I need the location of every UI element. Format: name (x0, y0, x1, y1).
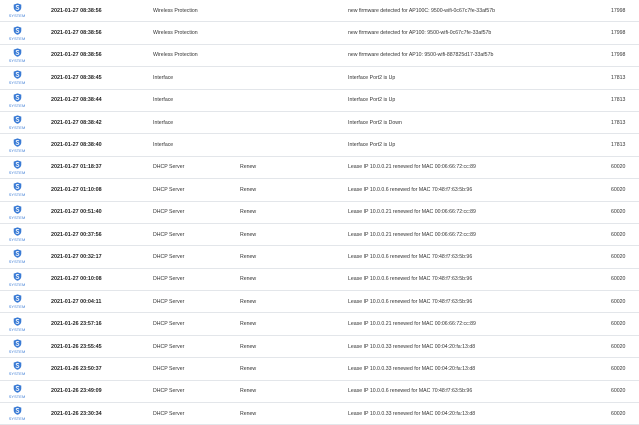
shield-icon (13, 339, 22, 348)
table-row[interactable] (0, 202, 639, 224)
event-time: 2021-01-26 23:57:16 (51, 321, 102, 328)
badge-label: SYSTEM (8, 304, 26, 310)
event-time: 2021-01-26 23:55:45 (51, 343, 102, 350)
table-row[interactable] (0, 22, 639, 44)
shield-icon (13, 249, 22, 258)
badge-label: SYSTEM (8, 349, 26, 355)
badge-label: SYSTEM (8, 57, 26, 63)
event-time: 2021-01-27 00:32:17 (51, 253, 102, 260)
event-action: Renew (240, 298, 257, 305)
badge-label: SYSTEM (8, 281, 26, 287)
event-message: Lease IP 10.0.0.33 renewed for MAC 00:04:20:fa:13:d8 (348, 410, 476, 417)
event-id: 60020 (611, 231, 626, 238)
event-category: Interface (153, 119, 174, 126)
badge-label: SYSTEM (8, 13, 26, 19)
event-action: Renew (240, 164, 257, 171)
system-badge (8, 246, 26, 267)
event-category: DHCP Server (153, 186, 185, 193)
system-badge (8, 45, 26, 66)
table-row[interactable] (0, 0, 639, 22)
event-time: 2021-01-27 00:10:08 (51, 276, 102, 283)
event-time: 2021-01-27 01:10:08 (51, 186, 102, 193)
event-id: 60020 (611, 276, 626, 283)
shield-icon (13, 48, 22, 57)
badge-label: SYSTEM (8, 416, 26, 422)
event-action: Renew (240, 253, 257, 260)
event-id: 60020 (611, 343, 626, 350)
event-message: Lease IP 10.0.0.21 renewed for MAC 00:06:66:72:cc:89 (348, 209, 476, 216)
system-badge (8, 381, 26, 402)
badge-label: SYSTEM (8, 214, 26, 220)
event-time: 2021-01-26 23:30:34 (51, 410, 102, 417)
event-category: DHCP Server (153, 231, 185, 238)
table-row[interactable] (0, 45, 639, 67)
event-id: 60020 (611, 298, 626, 305)
event-time: 2021-01-26 23:50:37 (51, 365, 102, 372)
shield-icon (13, 93, 22, 102)
system-badge (8, 291, 26, 312)
event-category: DHCP Server (153, 298, 185, 305)
shield-icon (13, 294, 22, 303)
system-badge (8, 134, 26, 155)
event-category: DHCP Server (153, 388, 185, 395)
shield-icon (13, 182, 22, 191)
shield-icon (13, 70, 22, 79)
event-message: new firmware detected for AP10: 9500-wifi-887825d17-33af57b (348, 52, 494, 59)
badge-label: SYSTEM (8, 259, 26, 265)
system-badge (8, 67, 26, 88)
event-time: 2021-01-27 00:04:11 (51, 298, 102, 305)
event-action: Renew (240, 388, 257, 395)
badge-label: SYSTEM (8, 169, 26, 175)
event-category: Wireless Protection (153, 52, 198, 59)
event-category: Interface (153, 97, 174, 104)
event-category: DHCP Server (153, 321, 185, 328)
table-row[interactable] (0, 67, 639, 89)
event-message: Lease IP 10.0.0.6 renewed for MAC 70:48:f7:63:5b:96 (348, 276, 473, 283)
event-category: DHCP Server (153, 164, 185, 171)
event-id: 60020 (611, 186, 626, 193)
system-badge (8, 202, 26, 223)
table-row[interactable] (0, 403, 639, 425)
event-message: Lease IP 10.0.0.21 renewed for MAC 00:06:66:72:cc:89 (348, 321, 476, 328)
event-action: Renew (240, 276, 257, 283)
event-category: Interface (153, 74, 174, 81)
event-time: 2021-01-27 08:38:40 (51, 142, 102, 149)
event-time: 2021-01-27 08:38:56 (51, 30, 102, 37)
event-category: Wireless Protection (153, 7, 198, 14)
event-category: Interface (153, 142, 174, 149)
table-row[interactable] (0, 179, 639, 201)
table-row[interactable] (0, 224, 639, 246)
event-time: 2021-01-27 08:38:42 (51, 119, 102, 126)
shield-icon (13, 138, 22, 147)
system-badge (8, 336, 26, 357)
badge-label: SYSTEM (8, 147, 26, 153)
table-row[interactable] (0, 134, 639, 156)
shield-icon (13, 26, 22, 35)
event-message: Lease IP 10.0.0.6 renewed for MAC 70:48:f7:63:5b:96 (348, 388, 473, 395)
badge-label: SYSTEM (8, 102, 26, 108)
shield-icon (13, 227, 22, 236)
event-action: Renew (240, 365, 257, 372)
event-action: Renew (240, 321, 257, 328)
shield-icon (13, 160, 22, 169)
event-time: 2021-01-26 23:49:09 (51, 388, 102, 395)
event-category: DHCP Server (153, 365, 185, 372)
event-id: 17998 (611, 30, 626, 37)
event-time: 2021-01-27 08:38:56 (51, 7, 102, 14)
event-message: Interface Port2 is Up (348, 74, 396, 81)
shield-icon (13, 406, 22, 415)
event-id: 60020 (611, 164, 626, 171)
event-action: Renew (240, 231, 257, 238)
event-id: 60020 (611, 365, 626, 372)
badge-label: SYSTEM (8, 35, 26, 41)
shield-icon (13, 384, 22, 393)
table-row[interactable] (0, 358, 639, 380)
table-row[interactable] (0, 291, 639, 313)
event-time: 2021-01-27 00:37:56 (51, 231, 102, 238)
event-category: Wireless Protection (153, 30, 198, 37)
event-id: 60020 (611, 253, 626, 260)
event-id: 17813 (611, 74, 626, 81)
badge-label: SYSTEM (8, 393, 26, 399)
event-action: Renew (240, 209, 257, 216)
table-row[interactable] (0, 381, 639, 403)
event-time: 2021-01-27 01:18:37 (51, 164, 102, 171)
event-message: Lease IP 10.0.0.21 renewed for MAC 00:06:66:72:cc:89 (348, 231, 476, 238)
event-id: 60020 (611, 321, 626, 328)
event-id: 60020 (611, 410, 626, 417)
system-badge (8, 313, 26, 334)
badge-label: SYSTEM (8, 125, 26, 131)
table-row[interactable] (0, 336, 639, 358)
shield-icon (13, 317, 22, 326)
badge-label: SYSTEM (8, 80, 26, 86)
event-category: DHCP Server (153, 253, 185, 260)
event-message: Interface Port2 is Up (348, 97, 396, 104)
event-id: 17998 (611, 52, 626, 59)
event-message: Interface Port2 is Down (348, 119, 402, 126)
badge-label: SYSTEM (8, 237, 26, 243)
system-badge (8, 403, 26, 424)
event-message: new firmware detected for AP100: 9500-wifi-0c67c7fe-33af57b (348, 30, 492, 37)
event-message: new firmware detected for AP100C: 9500-wifi-0c67c7fe-33af57b (348, 7, 496, 14)
table-row[interactable] (0, 112, 639, 134)
system-badge (8, 269, 26, 290)
system-badge (8, 90, 26, 111)
event-message: Interface Port2 is Up (348, 142, 396, 149)
badge-label: SYSTEM (8, 371, 26, 377)
event-id: 60020 (611, 388, 626, 395)
system-badge (8, 358, 26, 379)
event-category: DHCP Server (153, 410, 185, 417)
system-badge (8, 224, 26, 245)
event-message: Lease IP 10.0.0.33 renewed for MAC 00:04:20:fa:13:d8 (348, 365, 476, 372)
badge-label: SYSTEM (8, 326, 26, 332)
event-category: DHCP Server (153, 276, 185, 283)
shield-icon (13, 115, 22, 124)
event-id: 17998 (611, 7, 626, 14)
event-category: DHCP Server (153, 209, 185, 216)
event-message: Lease IP 10.0.0.6 renewed for MAC 70:48:f7:63:5b:96 (348, 298, 473, 305)
table-row[interactable] (0, 269, 639, 291)
event-action: Renew (240, 343, 257, 350)
event-id: 60020 (611, 209, 626, 216)
system-badge (8, 179, 26, 200)
table-row[interactable] (0, 90, 639, 112)
event-message: Lease IP 10.0.0.33 renewed for MAC 00:04:20:fa:13:d8 (348, 343, 476, 350)
table-row[interactable] (0, 313, 639, 335)
shield-icon (13, 361, 22, 370)
system-badge (8, 0, 26, 21)
event-time: 2021-01-27 08:38:45 (51, 74, 102, 81)
event-id: 17813 (611, 119, 626, 126)
badge-label: SYSTEM (8, 192, 26, 198)
event-id: 17813 (611, 142, 626, 149)
table-row[interactable] (0, 157, 639, 179)
event-action: Renew (240, 410, 257, 417)
event-time: 2021-01-27 08:38:56 (51, 52, 102, 59)
table-row[interactable] (0, 246, 639, 268)
event-time: 2021-01-27 08:38:44 (51, 97, 102, 104)
shield-icon (13, 205, 22, 214)
event-message: Lease IP 10.0.0.21 renewed for MAC 00:06:66:72:cc:89 (348, 164, 476, 171)
system-badge (8, 22, 26, 43)
event-time: 2021-01-27 00:51:40 (51, 209, 102, 216)
event-action: Renew (240, 186, 257, 193)
shield-icon (13, 272, 22, 281)
system-badge (8, 157, 26, 178)
event-category: DHCP Server (153, 343, 185, 350)
event-message: Lease IP 10.0.0.6 renewed for MAC 70:48:f7:63:5b:96 (348, 253, 473, 260)
event-message: Lease IP 10.0.0.6 renewed for MAC 70:48:f7:63:5b:96 (348, 186, 473, 193)
system-badge (8, 112, 26, 133)
event-id: 17813 (611, 97, 626, 104)
shield-icon (13, 3, 22, 12)
